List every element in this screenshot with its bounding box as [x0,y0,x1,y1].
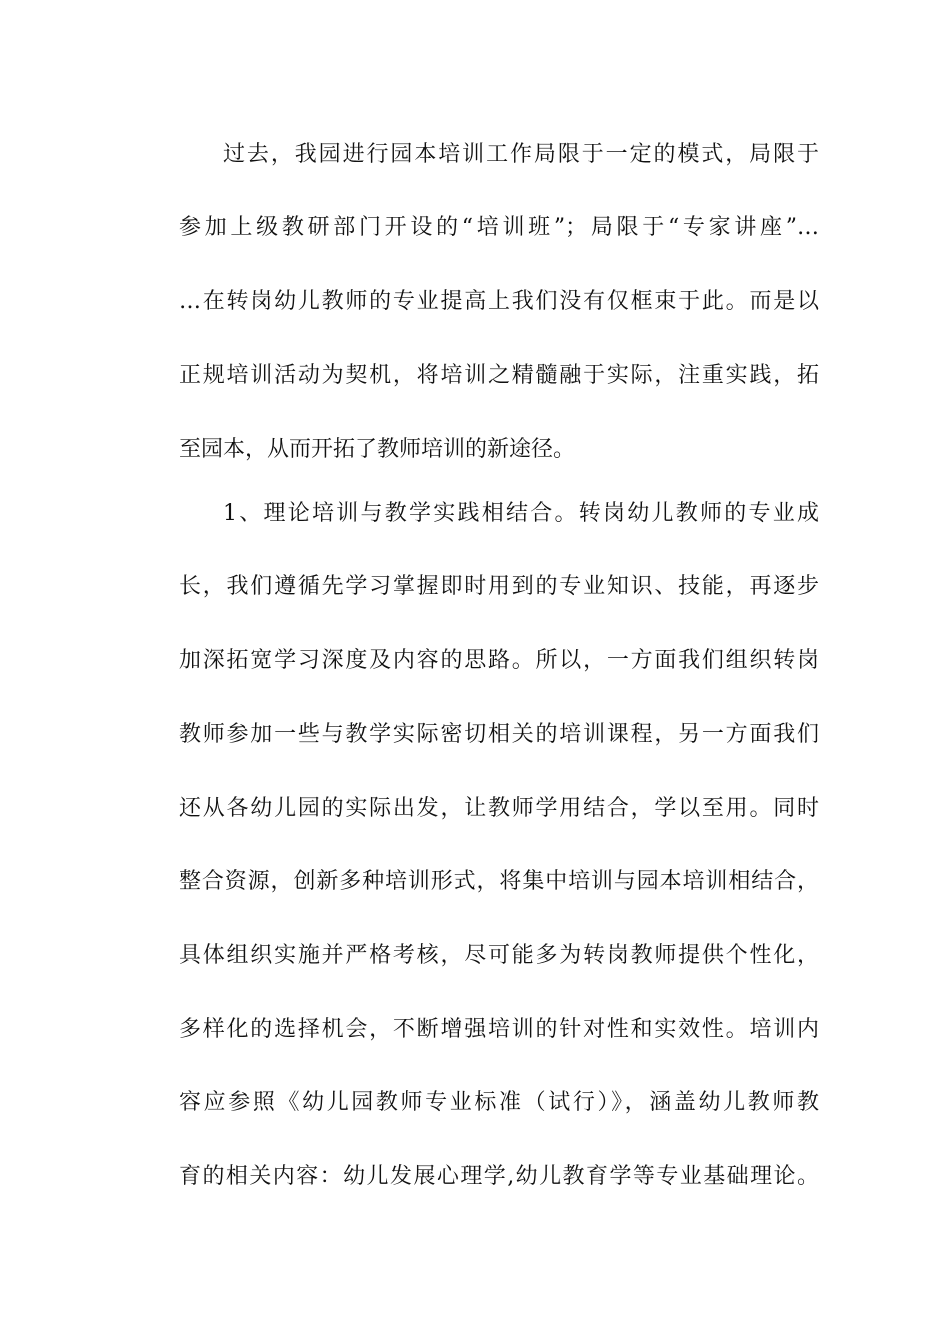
paragraph-2-line-10: 育的相关内容：幼儿发展心理学,幼儿教育学等专业基础理论。 [179,1164,819,1189]
paragraph-2-line-2: 长，我们遵循先学习掌握即时用到的专业知识、技能，再逐步 [179,574,819,599]
paragraph-2-line-3: 加深拓宽学习深度及内容的思路。所以，一方面我们组织转岗 [179,648,819,673]
paragraph-2-line-6: 整合资源，创新多种培训形式，将集中培训与园本培训相结合， [179,869,819,894]
paragraph-1-line-4: 正规培训活动为契机，将培训之精髓融于实际，注重实践，拓 [179,363,819,388]
paragraph-2-line-8: 多样化的选择机会，不断增强培训的针对性和实效性。培训内 [179,1017,819,1042]
paragraph-2-line-7: 具体组织实施并严格考核，尽可能多为转岗教师提供个性化， [179,943,819,968]
paragraph-2-line-5: 还从各幼儿园的实际出发，让教师学用结合，学以至用。同时 [179,796,819,821]
paragraph-2-line-1: 1、理论培训与教学实践相结合。转岗幼儿教师的专业成 [223,501,819,526]
paragraph-2-line-9: 容应参照《幼儿园教师专业标准（试行）》，涵盖幼儿教师教 [179,1090,819,1115]
paragraph-1-line-1: 过去，我园进行园本培训工作局限于一定的模式，局限于 [223,142,819,167]
paragraph-2-line-4: 教师参加一些与教学实际密切相关的培训课程，另一方面我们 [179,722,819,747]
paragraph-1-line-5: 至园本，从而开拓了教师培训的新途径。 [179,437,576,462]
paragraph-1-line-2: 参加上级教研部门开设的“培训班”；局限于“专家讲座”… [179,215,819,240]
paragraph-1-line-3: …在转岗幼儿教师的专业提高上我们没有仅框束于此。而是以 [179,289,819,314]
